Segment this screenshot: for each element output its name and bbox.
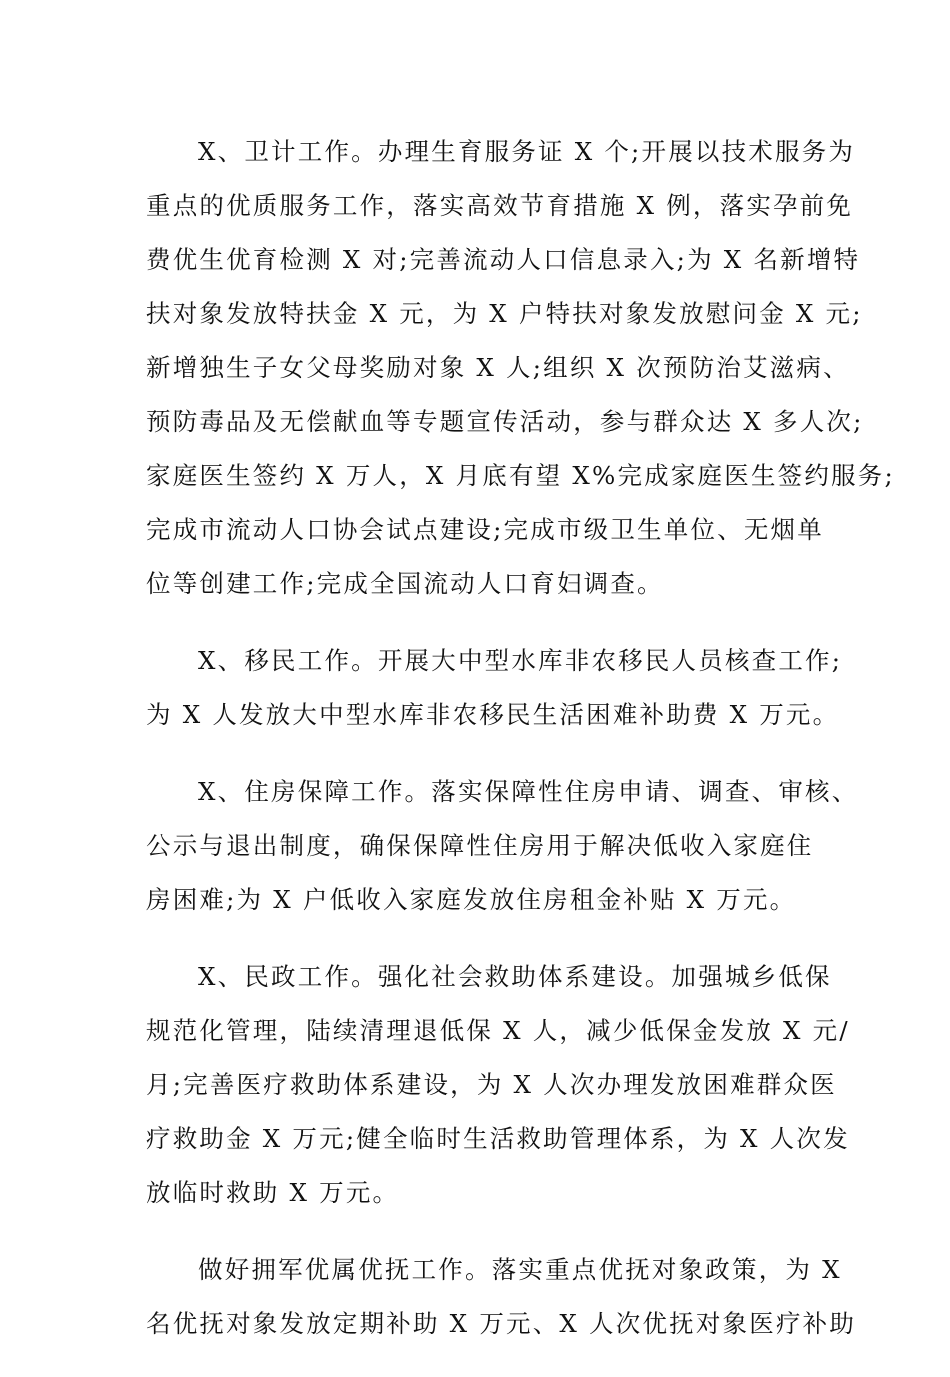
text-line: X、民政工作。强化社会救助体系建设。加强城乡低保: [198, 962, 832, 991]
text-line: 费优生优育检测 X 对;完善流动人口信息录入;为 X 名新增特: [146, 245, 861, 274]
text-line: 规范化管理，陆续清理退低保 X 人，减少低保金发放 X 元/: [146, 1016, 850, 1045]
document-body: [146, 128, 895, 1377]
text-line: 公示与退出制度，确保保障性住房用于解决低收入家庭住: [146, 831, 814, 860]
text-line: 扶对象发放特扶金 X 元，为 X 户特扶对象发放慰问金 X 元;: [146, 299, 863, 328]
paragraph-housing-security: [146, 768, 859, 930]
paragraph-military-support: [146, 1246, 857, 1354]
text-line: 重点的优质服务工作，落实高效节育措施 X 例，落实孕前免: [146, 191, 854, 220]
paragraph-resettlement: [146, 637, 843, 745]
text-line: 为 X 人发放大中型水库非农移民生活困难补助费 X 万元。: [146, 700, 840, 729]
text-line: 做好拥军优属优抚工作。落实重点优抚对象政策，为 X: [198, 1255, 842, 1284]
text-line: 放临时救助 X 万元。: [146, 1178, 400, 1207]
text-line: X、移民工作。开展大中型水库非农移民人员核查工作;: [198, 646, 843, 675]
text-line: 名优抚对象发放定期补助 X 万元、X 人次优抚对象医疗补助: [146, 1309, 857, 1338]
text-line: 完成市流动人口协会试点建设;完成市级卫生单位、无烟单: [146, 515, 824, 544]
text-line: 预防毒品及无偿献血等专题宣传活动，参与群众达 X 多人次;: [146, 407, 864, 436]
text-line: 月;完善医疗救助体系建设，为 X 人次办理发放困难群众医: [146, 1070, 837, 1099]
paragraph-health-family-planning: [146, 128, 895, 614]
text-line: 房困难;为 X 户低收入家庭发放住房租金补贴 X 万元。: [146, 885, 797, 914]
text-line: 疗救助金 X 万元;健全临时生活救助管理体系，为 X 人次发: [146, 1124, 850, 1153]
paragraph-civil-affairs: [146, 953, 850, 1223]
text-line: 位等创建工作;完成全国流动人口育妇调查。: [146, 569, 664, 598]
text-line: X、卫计工作。办理生育服务证 X 个;开展以技术服务为: [198, 137, 856, 166]
text-line: 新增独生子女父母奖励对象 X 人;组织 X 次预防治艾滋病、: [146, 353, 850, 382]
text-line: 家庭医生签约 X 万人，X 月底有望 X%完成家庭医生签约服务;: [146, 461, 895, 490]
text-line: X、住房保障工作。落实保障性住房申请、调查、审核、: [198, 777, 859, 806]
